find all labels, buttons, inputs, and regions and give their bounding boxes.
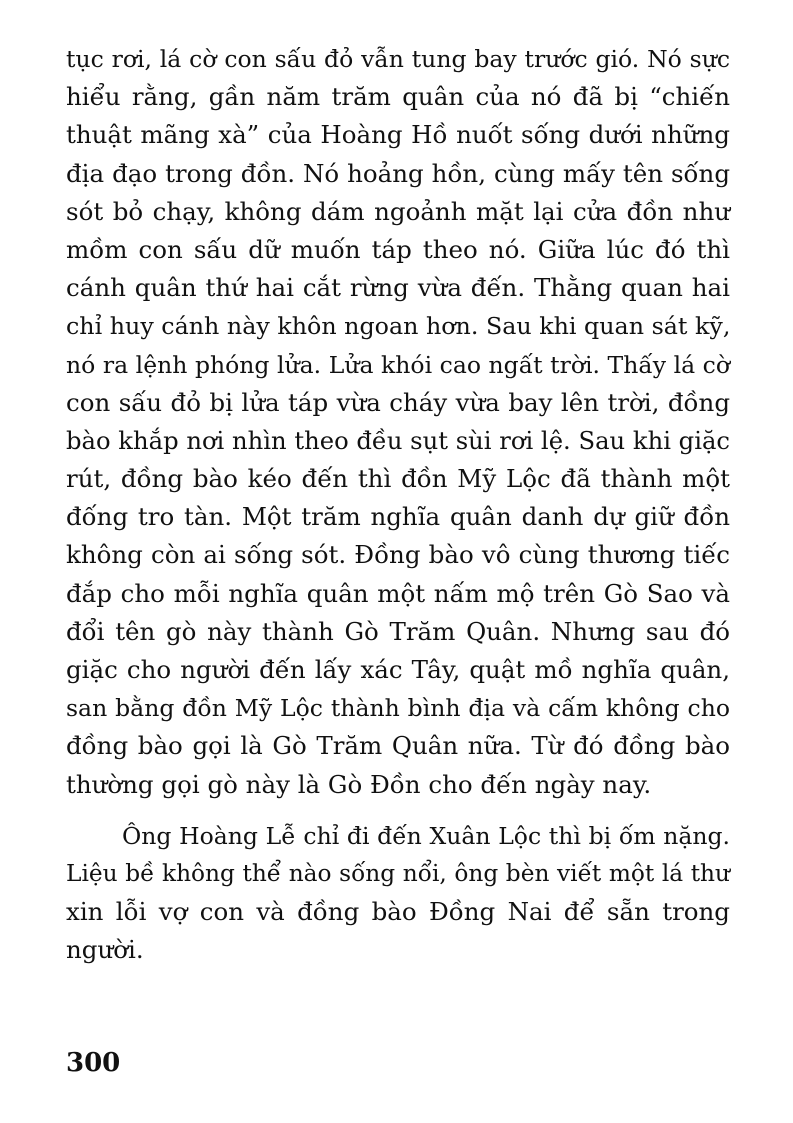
text-line: cánh quân thứ hai cắt rừng vừa đến. Thằng quan hai bbox=[66, 273, 730, 303]
page-body bbox=[66, 40, 730, 970]
text-line: mồm con sấu dữ muốn táp theo nó. Giữa lúc đó thì bbox=[66, 234, 730, 264]
text-line: Liệu bề không thể nào sống nổi, ông bèn viết một lá thư bbox=[66, 859, 730, 887]
text-line: không còn ai sống sót. Đồng bào vô cùng thương tiếc bbox=[66, 540, 730, 570]
text-line: đổi tên gò này thành Gò Trăm Quân. Nhưng sau đó bbox=[66, 616, 730, 646]
text-line: địa đạo trong đồn. Nó hoảng hồn, cùng mấy tên sống bbox=[66, 158, 730, 188]
text-line: đống tro tàn. Một trăm nghĩa quân danh dự giữ đồn bbox=[66, 502, 730, 532]
text-line: chỉ huy cánh này khôn ngoan hơn. Sau khi quan sát kỹ, bbox=[66, 312, 731, 341]
text-line: giặc cho người đến lấy xác Tây, quật mồ nghĩa quân, bbox=[66, 655, 730, 684]
text-line: bào khắp nơi nhìn theo đều sụt sùi rơi lệ. Sau khi giặc bbox=[66, 425, 730, 455]
text-line: đắp cho mỗi nghĩa quân một nấm mộ trên Gò Sao và bbox=[66, 578, 730, 608]
text-line: tục rơi, lá cờ con sấu đỏ vẫn tung bay trước gió. Nó sực bbox=[66, 45, 730, 73]
paragraph-1 bbox=[66, 40, 730, 804]
text-line: hiểu rằng, gần năm trăm quân của nó đã bị “chiến bbox=[66, 82, 730, 112]
text-line: sót bỏ chạy, không dám ngoảnh mặt lại cửa đồn như bbox=[66, 196, 730, 226]
text-line: thuật mãng xà” của Hoàng Hồ nuốt sống dưới những bbox=[66, 120, 730, 150]
text-line: thường gọi gò này là Gò Đồn cho đến ngày nay. bbox=[66, 769, 652, 799]
page-number: 300 bbox=[66, 1048, 121, 1078]
paragraph-2 bbox=[66, 817, 730, 970]
text-line: nó ra lệnh phóng lửa. Lửa khói cao ngất trời. Thấy lá cờ bbox=[66, 350, 730, 379]
text-line: đồng bào gọi là Gò Trăm Quân nữa. Từ đó đồng bào bbox=[66, 731, 730, 761]
text-line: rút, đồng bào kéo đến thì đồn Mỹ Lộc đã thành một bbox=[66, 464, 730, 494]
text-line: con sấu đỏ bị lửa táp vừa cháy vừa bay lên trời, đồng bbox=[66, 387, 730, 417]
text-line: Ông Hoàng Lễ chỉ đi đến Xuân Lộc thì bị ốm nặng. bbox=[122, 821, 730, 850]
text-line: người. bbox=[66, 935, 144, 965]
text-line: xin lỗi vợ con và đồng bào Đồng Nai để sẵn trong bbox=[66, 897, 730, 927]
text-line: san bằng đồn Mỹ Lộc thành bình địa và cấm không cho bbox=[66, 694, 730, 723]
